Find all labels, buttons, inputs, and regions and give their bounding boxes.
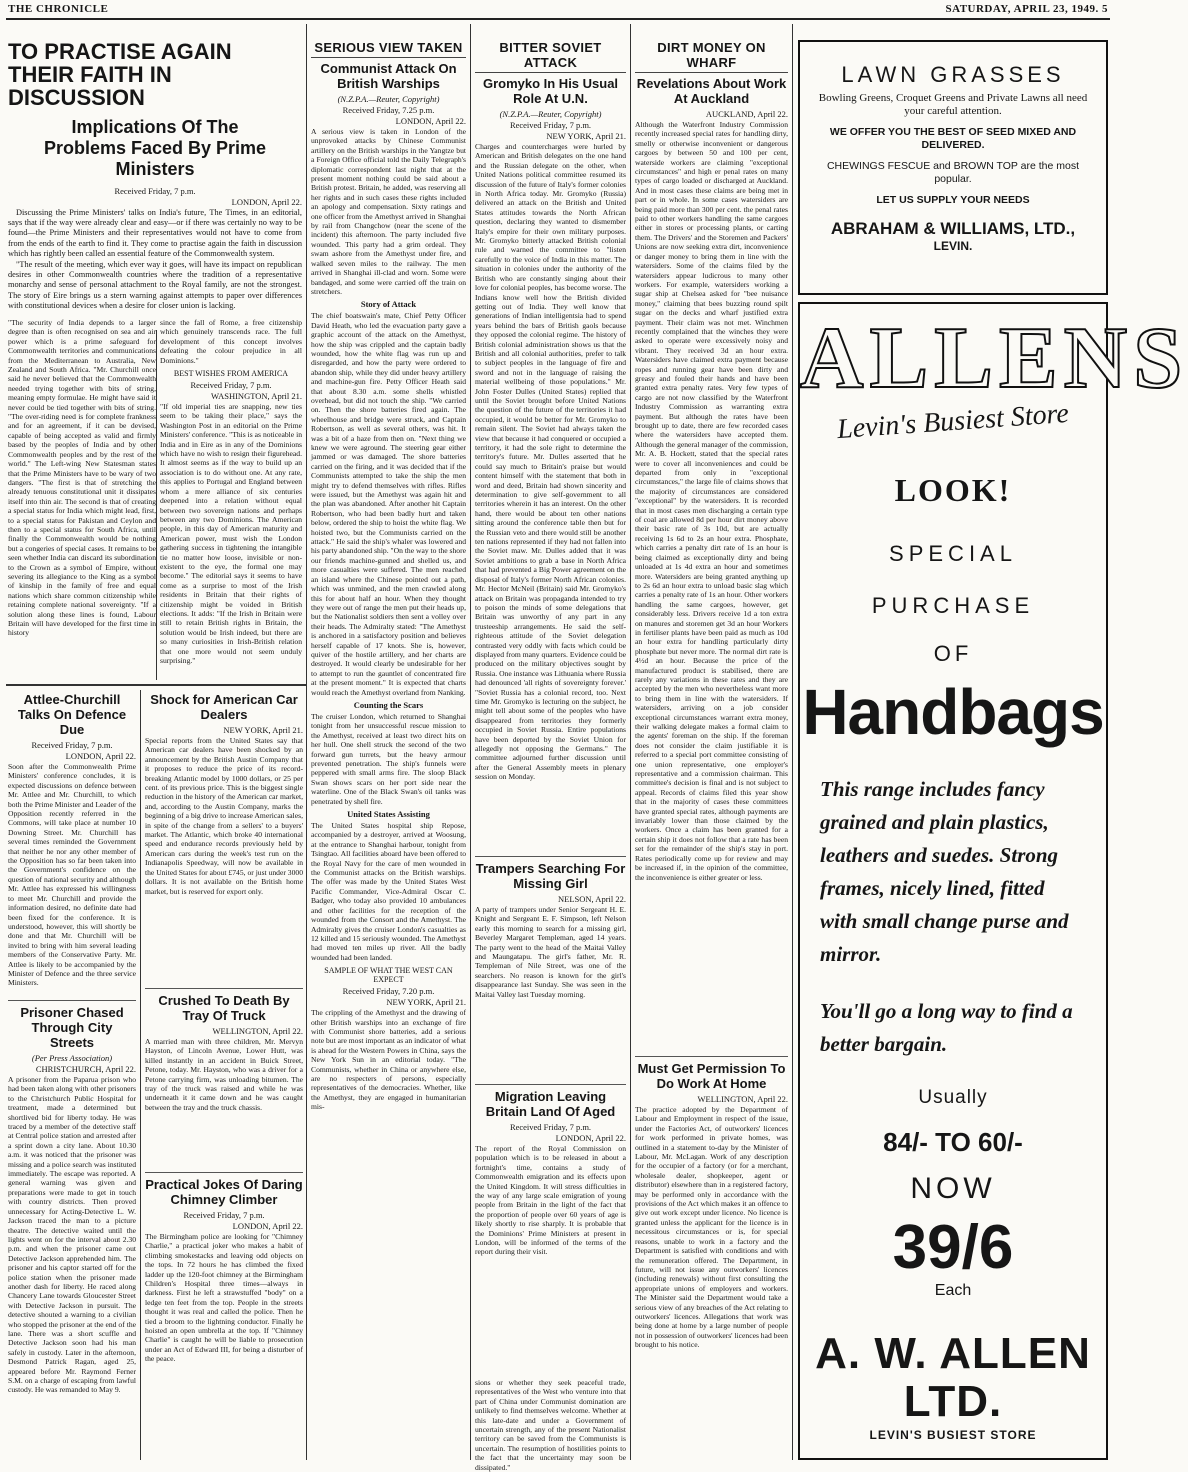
jokes-article	[145, 1172, 303, 1465]
lead-article	[8, 40, 302, 685]
shock-dateline: NEW YORK, April 21.	[223, 725, 303, 735]
lawn-ad-line: CHEWINGS FESCUE and BROWN TOP are the most popular.	[826, 160, 1080, 185]
sample-continuation-text: sions or whether they seek peaceful trade, representatives of the West who venture into that part of China under Communist domination are unlikely to find themselves welcome. Whether at this late-date and under a Government of uncertain strength, any of the present Nationalist territory can be saved from the Communists is uncertain. The resumption of hostilities points to the fact that the uncertainty may soon be dissipated."	[475, 1378, 626, 1472]
permission-article	[635, 1056, 788, 1465]
lawn-ad-line: Bowling Greens, Croquet Greens and Private Lawns all need your careful attention.	[818, 92, 1088, 117]
lead-dateline: LONDON, April 22.	[231, 197, 302, 207]
ad-was-price: 84/- TO 60/-	[883, 1127, 1023, 1157]
attlee-headline: Attlee-Churchill Talks On Defence Due	[17, 692, 127, 737]
ad-now: NOW	[910, 1172, 996, 1205]
best-wishes-received: Received Friday, 7 p.m.	[190, 380, 272, 391]
prisoner-source: (Per Press Association)	[31, 1053, 113, 1063]
trampers-headline: Trampers Searching For Missing Girl	[475, 861, 626, 891]
trampers-article	[475, 856, 626, 1083]
serious-text: The cruiser London, which returned to Shanghai tonight from her unsuccessful rescue mission to the Amethyst, received at least two direct hits on her hull. One shell struck the second of the two forward gun turrets, but the heavy armour prevented penetration. The ship's funnels were peppered with small arms fire. The sloop Black Swan shows scars on her port side near the waterline. One of the Black Swan's oil tanks was penetrated by shell fire.	[311, 711, 466, 806]
soviet-source: (N.Z.P.A.—Reuter, Copyright)	[499, 109, 602, 119]
serious-article	[311, 40, 466, 1460]
serious-dateline: LONDON, April 22.	[395, 116, 466, 126]
migration-dateline: LONDON, April 22.	[555, 1133, 626, 1143]
prisoner-dateline: CHRISTCHURCH, April 22.	[35, 1064, 136, 1074]
lead-headline: TO PRACTISE AGAIN THEIR FAITH IN DISCUSSION	[8, 39, 232, 110]
soviet-text: Charges and countercharges were hurled by American and British delegates on the one hand and the Russian delegate on the other, when United Nations political committee resumed its discussion of the future of Italy's former colonies in North Africa today. Mr. Gromyko (Russia) delivered an attack on the British and United States attitudes towards the North African question, declaring they wanted to dismember Italy's empire for their own military purposes. Mr. Gromyko bitterly attacked British colonial rule and warned the committee to "listen carefully to the voice of India in this matter. The situation in colonies under the authority of the British who are constantly singing about their love for colonial peoples, has become worse. The Indians know well how the British divided getting out of India. They well know that generations of Indian intelligentsia had to spend years behind the bars of British gaols because they opposed the colonial regime. The history of British colonial administration shows us that the British and all colonial authorities, prefer to talk to subject peoples in the language of fire and sword and not in the language of raising the material wellbeing of those populations." Mr. John Foster Dulles (United States) replied that until the Soviet brought before United Nations the question of the future of the territories it had occupied, it would be better for Mr. Gromyko to remain silent. The Soviet had always taken the view that because it had conquered or occupied a territory, it had the sole right to determine the territory's future. Mr. Dulles asserted that he could say much to Britain's praise but would content himself with the statement that both in word and deed, Britain had shown sincerity and determination to give self-government to all territories wherein it has an interest. On the other hand, there would be about ten other nations sitting around the conference table then but for the Russian veto and there would still be another ten nations represented if they had not fallen into the Soviet maw. Mr. Dulles added that it was Soviet ambitions to grab a base in North Africa that had prevented a Big Power agreement on the disposal of Italy's former North African colonies. Mr. Hector McNeil (Britain) said Mr. Gromyko's attack on Britain was propaganda intended to try to poison the minds of some delegations that Britain was unworthy of any part in any trusteeship arrangements. He said the self-righteous attitude of the Soviet delegation contrasted very oddly with facts which could be displayed from many quarters. Evidence could be produced on the military objectives sought by Russia. One instance was Lithuania where Russia had denounced 'all rights of sovereignty forever.' "Soviet Russia has a colonial record, too. Next time Mr. Gromyko is lecturing on the subject, he might tell about some of the peoples who have disappeared from territories they formerly occupied in Soviet Russia. Entire populations have been deported by the Soviet Union for allegedly not opposing the Germans." The committee adjourned further discussion until after the General Assembly meets in plenary session on Monday.	[475, 142, 626, 782]
lead-received: Received Friday, 7 p.m.	[114, 186, 196, 196]
trampers-text: A party of trampers under Senior Sergeant H. E. Knight and Sergeant E. F. Simpson, left Nelson early this morning to search for a missing girl, Beverley Margaret Templeman, aged 14 years. The party went to the head of the Maitai Valley and Maungatapu. The girl's father, Mr. R. Templeman of Nile Street, was one of the searchers. No reason is known for the girl's disappearance last Sunday. She was seen in the Maitai Valley last Tuesday morning.	[475, 905, 626, 999]
migration-received: Received Friday, 7 p.m.	[509, 1122, 592, 1132]
serious-text: The chief boatswain's mate, Chief Petty Officer David Heath, who led the evacuation party gave a graphic account of the attack on the Amethyst, how the ship was crippled and the captain badly wounded, how the white flag was run up and disregarded, and how the party were ordered to abandon ship, while they did under heavy artillery and machine-gun fire. Petty Officer Heath said that about 8.30 a.m. some shells whistled overhead, but did not touch the ship. "We carried on. Then the shore batteries fired again. The wheelhouse and bridge were struck, and Captain Robertson, as well as several others, was hit. It was a bit of a haze from then on. "Next thing we knew we were aground. The steering gear either jammed or was damaged. The shore batteries carried on the firing, and it was decided that if the Communists attempted to take the ship the men might try to defend themselves with rifles. Rifles were issued, but the Amethyst was again hit and the plan was abandoned. After another hit Captain Robertson, who had been badly hurt and taken below, ordered the ship to hoist the white flag. We hoisted two, but the Communists carried on the attack." He said the ship's whaler was lowered and his party abandoned ship. "On the way to the shore our friends machine-gunned and shelled us, and more casualties were suffered. The men reached an island where the Chinese pointed out a path, which was unmined, and the men crawled along this for about half an hour. When they thought they were out of range the men put their heads up, but the Nationalist soldiers then sent a volley over their heads. The Admiralty stated: "The Amethyst is anchored in a satisfactory position and believes herself capable of 17 knots. She is, however, quiver of the hostile artillery, and her charts are destroyed. It would clearly be undesirable for her to attempt to run the gauntlet of concentrated fire at the present moment." It is expected that charts would reach the Amethyst overland from Nanking.	[311, 311, 466, 697]
attlee-dateline: LONDON, April 22.	[65, 751, 136, 761]
serious-headline: SERIOUS VIEW TAKEN	[311, 40, 466, 58]
ad-slogan: LEVIN'S BUSIEST STORE	[869, 1428, 1037, 1442]
serious-received: Received Friday, 7.25 p.m.	[342, 105, 435, 115]
ad-purchase: PURCHASE	[871, 593, 1035, 618]
lead-paragraph: Discussing the Prime Ministers' talks on India's future, The Times, in an editorial, says that if the way were already clear and easy—or if there was certainly no way to be found—the Prime Ministers and their representatives would not have to come from from the ends of the earth to find it. They come to practise again the faith in discussion which has rightly been called an essential feature of the Commonwealth system.	[8, 208, 302, 258]
lead-column-a: "The security of India depends to a larger degree than is often recognised on sea and air power which is a prime safeguard for Commonwealth territories and communications from the Mediterranean to Australia, New Zealand and South Africa. "Mr. Churchill once said he never believed that the Commonwealth needed trying together with bits of string, meaning empty formulae. He might have said it never could be tied together with bits of string. "The over-riding need is for complete frankness and for an agreement, if it can be devised, capable of being accepted as valid and firmly based by the peoples of India and by other Commonwealth peoples and by the rest of the world." The Left-wing New Statesman states that the Prime Ministers have to be wary of two dangers. "The first is that of stretching the already tenuous constitutional unit it dissipates itself into thin air. The second is that of creating a special status for India which might lead, first, to a special status for Pakistan and Ceylon and then to a special status for South Africa, until finally the Commonwealth would be nothing but a congeries of special cases. It remains to be seen whether India can discard its subordination to the Crown as a symbol of Empire, without severing its allegiance to the King as a symbol of kinship in the family of free and equal nations which share common citizenship while retaining complete national sovereignty. "If a solution along these lines is found, Labour Britain will have developed for the first time in history	[8, 318, 156, 638]
soviet-received: Received Friday, 7 p.m.	[509, 120, 592, 130]
allens-logo: ALLENS	[800, 310, 1188, 407]
sample-dateline: NEW YORK, April 21.	[386, 997, 466, 1008]
lawn-ad-line: LET US SUPPLY YOUR NEEDS	[876, 194, 1030, 206]
serious-story-head: Story of Attack	[360, 299, 417, 310]
attlee-received: Received Friday, 7 p.m.	[31, 740, 113, 750]
prisoner-article	[8, 1000, 136, 1465]
issue-date: SATURDAY, APRIL 23, 1949. 5	[945, 3, 1108, 15]
sample-continuation	[475, 1378, 626, 1472]
ad-copy: This range includes fancy grained and plain plastics, leathers and suedes. Strong frames, nicely lined, fitted with small change purse and mirror.	[820, 777, 1069, 966]
sample-received: Received Friday, 7.20 p.m.	[342, 986, 435, 997]
jokes-headline: Practical Jokes Of Daring Chimney Climber	[145, 1177, 303, 1207]
ad-price: 39/6	[892, 1213, 1014, 1282]
best-wishes-dateline: WASHINGTON, April 21.	[211, 391, 302, 402]
shock-text: Special reports from the United States say that American car dealers have been shocked by an announcement by the British Austin Company that it proposes to reduce the price of its record-breaking Atlantic model by 1000 dollars, or 25 per cent. of its previous price. This is the biggest single reduction in the history of the American car market, and, according to the Austin Company, marks the beginning of a big drive to increase American sales, in spite of the change from a sellers' to a buyers' market. The Atlantic, which broke 40 international speed and endurance records previously held by American cars during the week's test run on the Indianapolis Speedway, will now be available in the United States for about £745, or just under 3000 dollars. It is not available on the British home market, but is reserved for export only.	[145, 736, 303, 896]
ad-copy: You'll go a long way to find a better bargain.	[820, 999, 1073, 1056]
prisoner-text: A prisoner from the Paparua prison who had been taken along with other prisoners to the Christchurch Public Hospital for treatment, made a determined but shortlived bid for liberty today. He was traced by a member of the detective staff at Central police station and arrested after a sprint down a city lane. About 10.30 a.m. it was noticed that the prisoner was missing and a police search was instituted immediately. The escape was reported. A general warning was given and preparations were made to get in touch with country districts. Then proved unnecessary for Acting-Detective L. W. Jackson traced the man to a picture theatre. The detective waited until the lights went on for the interval about 2.30 p.m. and when the prisoner came out Detective Jackson apprehended him. The prisoner and his captor started off for the police station when the prisoner made another dash for liberty. He raced along Chancery Lane towards Gloucester Street with Detective Jackson in pursuit. The detective shouted a warning to a civilian who stopped the prisoner at the end of the lane. There was a short scuffle and Detective Jackson soon had his man safely in custody. Later in the afternoon, Desmond Patrick Ragan, aged 25, appeared before Mr. Raymond Ferner S.M. on a charge of escaping from lawful custody. He was remanded to May 9.	[8, 1075, 136, 1395]
soviet-article	[475, 40, 626, 848]
lawn-ad-company: ABRAHAM & WILLIAMS, LTD.,	[830, 219, 1076, 238]
serious-subhead: Communist Attack On British Warships	[320, 61, 457, 91]
column-rule	[792, 24, 793, 1460]
lawn-ad-town: LEVIN.	[933, 239, 973, 253]
lead-paragraph: "The result of the meeting, which ever way it goes, will have its impact on republican desires in other Commonwealth countries where the tradition of a representative monarchy and sense of personal attachment to the Royal family, are not the strongest. The story of Eire brings us a stern warning against attempts to paper over differences with constitutional devices when a desire for closer union is lacking.	[8, 260, 302, 310]
crushed-text: A married man with three children, Mr. Mervyn Hayston, of Lincoln Avenue, Lower Hutt, was killed instantly in an accident in Buick Street, Petone, today. Mr. Hayston, who was a driver for a Petone carrying firm, was unloading bitumen. The tray of the truck was raised and while he was underneath it it came down and he was caught between the tray and the truck chassis.	[145, 1037, 303, 1112]
serious-text: The United States hospital ship Repose, accompanied by a destroyer, arrived at Woosung, at the entrance to Shanghai harbour, tonight from Tsingtao. All facilities aboard have been offered to the Royal Navy for the care of men wounded in the Communist attacks on the British warships. The offer was made by the United States West Pacific Commander, Vice-Admiral Oscar C. Badger, who today also provided 10 ambulances and other facilities for the reception of the wounded from the Consort and the Amethyst. The Admiralty gives the cruiser London's casualties as 12 killed and 15 seriously wounded. The Amethyst had moved ten miles up river. All the badly wounded had been landed.	[311, 821, 466, 962]
dirt-headline: DIRT MONEY ON WHARF	[635, 40, 788, 73]
paper-name: THE CHRONICLE	[8, 3, 109, 15]
best-wishes-text: "If old imperial ties are snapping, new ties seem to be taking their place," says the Washington Post in an editorial on the Prime Ministers' conference. "This is as noticeable in India and in Eire as in any of the Dominions which have no wish to resign their figurehead. It almost seems as if the way to build up an association is to do without one. At any rate, this applies to Portugal and England between whom a mere alliance of six centuries deepened into a relation without equal between two sovereign nations and perhaps between any two Dominions. The American people, in this day of American maturity and American power, must wish the London gathering success in tightening the intangible tie no matter how loose, invisible or non-existent to the eye, the formal one may become." The editorial says it seems to have come as a surprise to most of the Irish residents in Britain that their rights of citizenship might be voided in British elections. It adds: "If the Irish in Britain were still to retain British rights in Britain, the solution would be Irish indeed, but there are so many curiosities in Irish-British relation that one more would not seem unduly surprising."	[160, 402, 302, 665]
ad-company: A. W. ALLEN LTD.	[815, 1329, 1091, 1426]
allens-tagline: Levin's Busiest Store	[836, 397, 1070, 446]
shock-article	[145, 692, 303, 982]
jokes-received: Received Friday, 7 p.m.	[183, 1210, 265, 1220]
ad-usually: Usually	[918, 1087, 988, 1108]
jokes-dateline: LONDON, April 22.	[232, 1221, 303, 1231]
permission-dateline: WELLINGTON, April 22.	[697, 1094, 788, 1104]
jokes-text: The Birmingham police are looking for "Chimney Charlie," a practical joker who makes a habit of climbing smokestacks and leaving odd objects on the tops. In 72 hours he has climbed the fixed ladder up the 120-foot chimney at the Birmingham Children's Hospital three times—always in darkness. First he left a strawstuffed "body" on a ledge ten feet from the top. People in the streets thought it was real and called the police. Then he tied a broom to the lightning conductor. Finally he hoisted an open umbrella at the top. If "Chimney Charlie" is caught he will be liable to prosecution under an Act of Edward III, for being a disturber of the peace.	[145, 1232, 303, 1364]
column-rule	[306, 24, 307, 1460]
lawn-grasses-ad	[798, 40, 1108, 295]
soviet-dateline: NEW YORK, April 21.	[546, 131, 626, 141]
attlee-text: Soon after the Commonwealth Prime Ministers' conference concludes, it is expected discussions on defence between Mr. Attlee and Mr. Churchill, to which both the Prime Minister and Leader of the Opposition recently referred in the Commons, will take place at number 10 Downing Street. Mr. Churchill has several times reminded the Government that neither he nor any other member of the Opposition has so far been taken into the Government's confidence on the question of national security and although Mr. Attlee has expressed his willingness to meet Mr. Churchill and provide the information desired, no definite date had been fixed for the conference. It is understood, however, this will shortly be done and that Mr. Churchill will be invited to bring with him several leading members of the Conservative Party. Mr. Attlee is likely to be accompanied by the Minister of Defence and the three service Ministers.	[8, 762, 136, 988]
attlee-article	[8, 692, 136, 992]
lead-column-b: since the fall of Rome, a free citizenship which genuinely transcends race. The full development of this concept involves defeating the colour prejudice in all Dominions."	[160, 318, 302, 365]
serious-source: (N.Z.P.A.—Reuter, Copyright)	[337, 94, 440, 104]
dirt-dateline: AUCKLAND, April 22.	[705, 109, 788, 119]
lawn-ad-line: WE OFFER YOU THE BEST OF SEED MIXED AND DELIVERED.	[829, 126, 1077, 151]
dirt-article	[635, 40, 788, 1050]
ad-each: Each	[934, 1282, 972, 1299]
permission-text: The practice adopted by the Department of Labour and Employment in respect of the issue, under the Factories Act, of outworkers' licences for work performed in private homes, was outlined in a statement to-day by the Minister of Labour, Mr. McLagan. Work of any description for the occupier of a factory (or for a merchant, wholesale dealer, shopkeeper, agent or distributor) elsewhere than in a registered factory, may be performed only in accordance with the provisions of the Act which makes it an offence to give out work except under licence. No licence is granted unless the applicant for the licence is in necessitous circumstances or is, for special reasons, unable to work in a factory and the Department is satisfied with conditions and with the remuneration offered. The Department, in future, will not issue any outworkers' licences (including renewals) without first consulting the appropriate unions of employers and workers. The Minister said the Department would take a serious view of any breaches of the Act relating to outworkers' licences. Allegations that work was being done at home by a large number of people not in possession of outworkers' licences had been brought to his notice.	[635, 1105, 788, 1350]
migration-text: The report of the Royal Commission on population which is to be released in about a fortnight's time, contains a study of Commonwealth emigration and its effects upon the United Kingdom. It will stress difficulties in the way of any large scale emigration of young people from Britain in the light of the fact that the proportion of people over 60 years of age is likely shortly to rise sharply. It is probable that the Dominions' Prime Ministers at present in London, will be informed of the terms of the report during their visit.	[475, 1144, 626, 1257]
prisoner-headline: Prisoner Chased Through City Streets	[20, 1005, 124, 1050]
serious-scars-head: Counting the Scars	[353, 699, 424, 710]
best-wishes-heading: BEST WISHES FROM AMERICA	[173, 369, 289, 379]
crushed-headline: Crushed To Death By Tray Of Truck	[158, 993, 290, 1023]
sample-text: The crippling of the Amethyst and the drawing of other British warships into an exchange of fire with Communist shore batteries, add a serious note but are most important as an indicator of what is ahead for the Western Powers in China, says the New York Sun in an editorial today. "The Communists, whether in China or anywhere else, are no respecters of persons, especially representatives of the democracies. Whether, like the Amethyst, they are engaged in humanitarian mis-	[311, 1008, 466, 1112]
migration-article	[475, 1084, 626, 1277]
shock-headline: Shock for American Car Dealers	[150, 692, 298, 722]
lead-subhead: Implications Of The Problems Faced By Prime Ministers	[43, 117, 267, 179]
ad-special: SPECIAL	[889, 541, 1017, 566]
column-rule	[630, 24, 631, 1460]
soviet-subhead: Gromyko In His Usual Role At U.N.	[482, 76, 619, 106]
dirt-text: Although the Waterfront Industry Commission recently increased special rates for handling dirty, smelly or otherwise inconvenient or dangerous cargoes by between 50 and 100 per cent, waterside workers are claiming "exceptional circumstances" and high er penal rates on many types of cargo loaded or discharged at Auckland. And in most cases these claims are being met in part or in whole. In some cases watersiders are being paid more than 300 per cent. the penal rates paid to other workers handling the same cargoes either in stores or processing plants, or carting them. The Drivers' and the Storemen and Packers' Unions are now seeking extra dirt, inconvenience or danger money to bring them in line with the watersiders. Some of the claims filed by the watersiders appear ludicrous to many other workers. For example, watersiders working a sugar ship at Chelsea asked for "bee nuisance money," claiming that bees buzzing round spilt sugar on the decks and wharf justified extra payment. Their claim was not met. Winchmen recently complained that the winches they were asked to operate were excessively noisy and vibrant. They received 3d an hour extra. Watersiders have claimed extra payment because ropes and running gear have been dirty and greasy and fouled their hands and have been granted extra penalty rates. Very few types of cargo are not now classified by the Waterfront Industry Commission as warranting extra payment. But although the rates have been brought up to date, there are few recorded cases where the watersiders have accepted them. Although the general manager of the commission, Mr. A. B. Hockett, stated that the special rates were to cover all inconveniences and could be departed from only in "exceptional circumstances," the large file of claims shows that the majority of circumstances are considered "exceptional" by the watersiders. It is recorded that in most cases men discharging a certain type of coal are allowed 8d per hour dirt money above their basic rate of 3s 10d, but are actually receiving 1s 6d to 2s an hour extra. Phosphate, which carries a penalty dirt rate of 1s an hour is being claimed as exceptionally dirty and being unloaded at 1s 4d extra an hour and sometimes more. Watersiders are being granted anything up to 2s 6d an hour extra to unload basic slag which carries a penalty rate of 1s an hour. Other workers handling the same cargoes, however, get considerably less. Drivers receive 1d a ton extra on manures and storemen get 3d an hour Workers in fertiliser plants have been paid as much as 10d an hour extra for handling particularly dirty phosphate but never more. The normal dirt rate is 4½d an hour. Because the price of the manufactured product is stabilised, there are rarely any variations in these rates and they are accepted by the men who nevertheless want more to bring them in line with the watersiders. If watersiders, arriving on a job consider exceptional circumstances warrant extra money, their walking delegate makes a formal claim to the agents' foreman on the ship. If the foreman does not consider the claim justifiable it is referred to a special port committee consisting of one union representative, one employer's representative and a commission chairman. This committee's decision is final and is not subject to appeal. Records of claims filed this year show that in the majority of cases these committees have granted special rates, although payments are invariably lower than those claimed by the workers. Once a claim has been granted for a certain ship it does not follow that a rate has been set for the remainder of the ship's stay in port. Rates periodically come up for review and may be increased if, in the opinion of the committee, the inconvenience is either greater or less.	[635, 120, 788, 882]
allens-handbags-ad	[798, 302, 1188, 1460]
trampers-dateline: NELSON, April 22.	[558, 894, 626, 904]
masthead	[6, 2, 1110, 20]
migration-headline: Migration Leaving Britain Land Of Aged	[485, 1089, 616, 1119]
lawn-ad-title: LAWN GRASSES	[841, 62, 1065, 87]
ad-of: OF	[933, 641, 973, 666]
column-rule	[140, 690, 141, 1460]
ad-product: Handbags	[802, 676, 1104, 748]
dirt-subhead: Revelations About Work At Auckland	[636, 76, 787, 106]
crushed-dateline: WELLINGTON, April 22.	[212, 1026, 303, 1036]
serious-text: A serious view is taken in London of the unprovoked attacks by Chinese Communist artillery on the British warships in the Yangtze but a Foreign Office official told the Daily Telegraph's diplomatic correspondent last night that at the present moment nothing could be said about a British protest. Britain, he added, was reserving all her rights and in such cases these rights included an apology and compensation. Sixty ratings and one officer from the Amethyst arrived in Shanghai by rail from Changchow (near the scene of the incident) this afternoon. The party included five wounded. This party had a grim ordeal. They swam ashore from the Amethyst under fire, and walked seven miles to the railway. The men arrived in Shanghai ill-clad and worn. Some were bandaged, and some were carried off the train on stretchers.	[311, 127, 466, 296]
crushed-article	[145, 988, 303, 1171]
soviet-headline: BITTER SOVIET ATTACK	[475, 40, 626, 73]
ad-look: LOOK!	[894, 472, 1012, 508]
serious-assist-head: United States Assisting	[347, 809, 430, 820]
permission-headline: Must Get Permission To Do Work At Home	[637, 1061, 786, 1091]
sample-heading: SAMPLE OF WHAT THE WEST CAN EXPECT	[324, 966, 453, 985]
column-rule	[470, 24, 471, 1460]
